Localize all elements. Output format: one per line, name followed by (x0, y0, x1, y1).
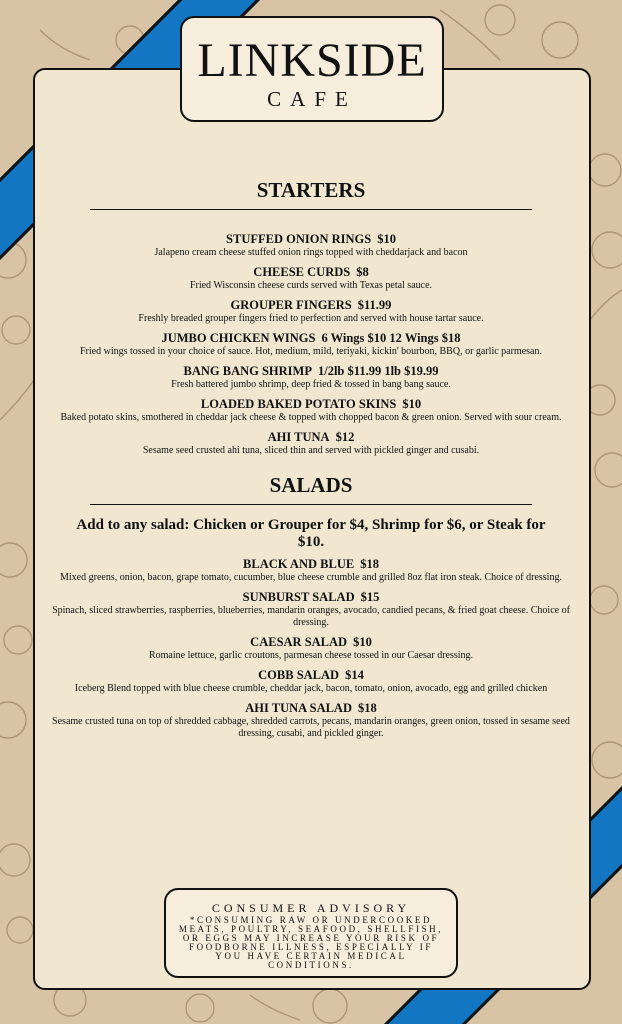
menu-item-price: $10 (377, 232, 396, 246)
menu-item-price: $11.99 (357, 298, 392, 312)
menu-item (50, 265, 572, 292)
menu-item-title: LOADED BAKED POTATO SKINS (200, 397, 397, 411)
menu-item-price: $18 (360, 557, 379, 571)
menu-item-price: $15 (360, 590, 380, 604)
menu-item-title: CHEESE CURDS (253, 265, 351, 279)
advisory-text: *CONSUMING RAW OR UNDERCOOKED MEATS, POULTRY, SEAFOOD, SHELLFISH, OR EGGS MAY INCREASE YOUR RISK OF FOODBORNE ILLNESS, ESPECIALLY IF YOU HAVE CERTAIN MEDICAL CONDITIONS. (178, 915, 444, 970)
menu-item-description: Romaine lettuce, garlic croutons, parmesan cheese tossed in our Caesar dressing. (148, 650, 474, 661)
menu-item-name (50, 298, 572, 313)
advisory-title: CONSUMER ADVISORY (211, 901, 411, 915)
menu-item-description: Iceberg Blend topped with blue cheese crumble, cheddar jack, bacon, tomato, onion, avocado, egg and grilled chicken (74, 683, 548, 694)
salad-addon-note: Add to any salad: Chicken or Grouper for $4, Shrimp for $6, or Steak for $10. (76, 517, 546, 550)
menu-item-price: 1/2lb $11.99 1lb $19.99 (317, 364, 439, 378)
menu-item-price: $10 (353, 635, 372, 649)
menu-item-name (50, 331, 572, 346)
menu-item-description: Jalapeno cream cheese stuffed onion rings topped with cheddarjack and bacon (154, 247, 468, 258)
menu-item-name (50, 590, 572, 605)
menu-item-title: AHI TUNA (267, 430, 330, 444)
menu-item (50, 701, 572, 740)
starters-heading: STARTERS (256, 178, 366, 202)
menu-item (50, 430, 572, 457)
menu-item-name (50, 364, 572, 379)
menu-item-description: Baked potato skins, smothered in cheddar jack cheese & topped with chopped bacon & green onion. Served with sour cream. (60, 412, 562, 423)
starters-list (50, 232, 572, 457)
menu-item-description: Sesame crusted tuna on top of shredded cabbage, shredded carrots, pecans, mandarin oranges, green onion, tossed in sesame seed dressing, cusabi, and pickled ginger. (52, 716, 570, 739)
menu-item-name (50, 397, 572, 412)
menu-item-description: Fresh battered jumbo shrimp, deep fried & tossed in bang bang sauce. (171, 379, 451, 390)
menu-item-title: STUFFED ONION RINGS (226, 232, 372, 246)
menu-item-title: SUNBURST SALAD (242, 590, 355, 604)
menu-item (50, 668, 572, 695)
menu-item (50, 590, 572, 629)
menu-item-price: $14 (345, 668, 364, 682)
menu-item-title: JUMBO CHICKEN WINGS (161, 331, 316, 345)
menu-item (50, 298, 572, 325)
cafe-logo (180, 16, 444, 122)
menu-item-name (50, 265, 572, 280)
menu-item-title: GROUPER FINGERS (230, 298, 352, 312)
menu-item-price: 6 Wings $10 12 Wings $18 (321, 331, 461, 345)
menu-item-description: Spinach, sliced strawberries, raspberries, blueberries, mandarin oranges, avocado, candied pecans, & fried goat cheese. Choice of dressing. (52, 605, 570, 628)
menu-item-price: $10 (402, 397, 422, 411)
starters-divider (90, 209, 532, 210)
menu-item-description: Fried Wisconsin cheese curds served with Texas petal sauce. (189, 280, 433, 291)
menu-item-title: AHI TUNA SALAD (245, 701, 352, 715)
menu-item-title: BANG BANG SHRIMP (183, 364, 312, 378)
menu-item (50, 635, 572, 662)
salads-heading: SALADS (269, 473, 353, 497)
menu-item-description: Mixed greens, onion, bacon, grape tomato, cucumber, blue cheese crumble and grilled 8oz flat iron steak. Choice of dressing. (60, 572, 562, 583)
logo-subtitle: CAFE (267, 87, 357, 111)
consumer-advisory-box (164, 888, 458, 978)
menu-item-description: Freshly breaded grouper fingers fried to perfection and served with house tartar sauce. (138, 313, 484, 324)
menu-item-price: $12 (335, 430, 355, 444)
menu-item-title: COBB SALAD (258, 668, 340, 682)
menu-item-title: BLACK AND BLUE (243, 557, 355, 571)
salads-list (50, 557, 572, 740)
menu-item (50, 557, 572, 584)
menu-item-price: $18 (358, 701, 377, 715)
menu-item-name (50, 430, 572, 445)
menu-item-name (50, 701, 572, 716)
menu-item-title: CAESAR SALAD (250, 635, 348, 649)
menu-item (50, 364, 572, 391)
menu-item (50, 331, 572, 358)
menu-item-price: $8 (356, 265, 369, 279)
menu-item (50, 232, 572, 259)
menu-content (50, 178, 572, 746)
logo-title: LINKSIDE (197, 34, 427, 87)
menu-item-description: Fried wings tossed in your choice of sauce. Hot, medium, mild, teriyaki, kickin' bourbon, BBQ, or garlic parmesan. (80, 346, 542, 357)
menu-item-description: Sesame seed crusted ahi tuna, sliced thin and served with pickled ginger and cusabi. (142, 445, 480, 456)
menu-item-name (50, 232, 572, 247)
menu-item-name (50, 557, 572, 572)
menu-item (50, 397, 572, 424)
salads-divider (90, 504, 532, 505)
menu-item-name (50, 635, 572, 650)
menu-item-name (50, 668, 572, 683)
